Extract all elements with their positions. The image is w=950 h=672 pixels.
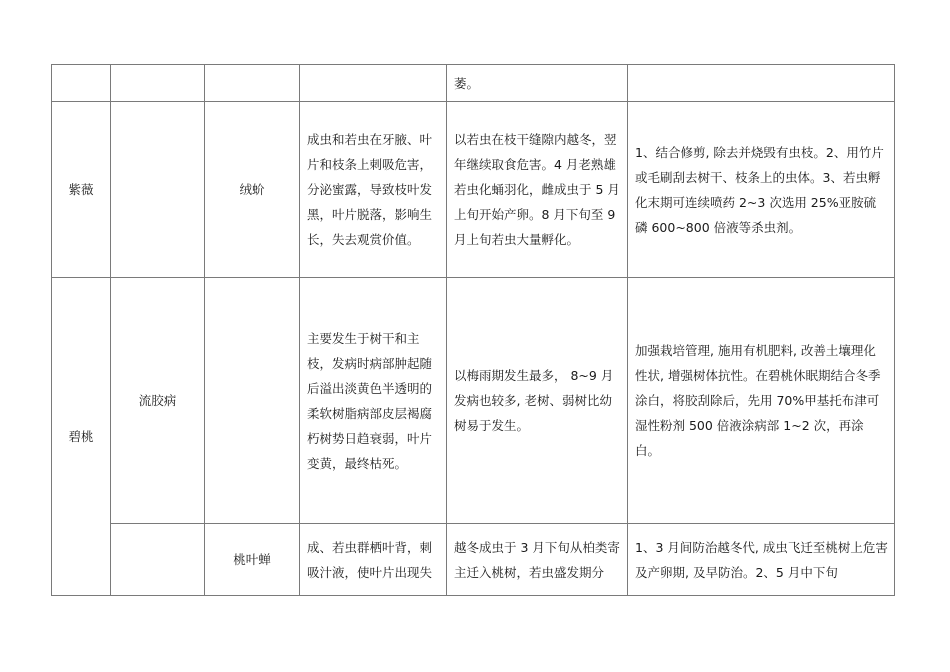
pattern-cell: 以梅雨期发生最多， 8~9 月发病也较多, 老树、弱树比幼树易于发生。 — [447, 278, 628, 524]
pattern-cell: 以若虫在枝干缝隙内越冬，翌年继续取食危害。4 月老熟雄若虫化蛹羽化，雌成虫于 5 月上旬开始产卵。8 月下旬至 9 月上旬若虫大量孵化。 — [447, 102, 628, 278]
symptom-cell: 成、若虫群栖叶背，刺吸汁液，使叶片出现失 — [300, 524, 447, 596]
pest-cell: 桃叶蝉 — [205, 524, 300, 596]
table-row — [52, 65, 895, 102]
plant-cell: 紫薇 — [52, 102, 111, 278]
pattern-cell: 越冬成虫于 3 月下旬从柏类寄主迁入桃树，若虫盛发期分 — [447, 524, 628, 596]
control-cell: 1、3 月间防治越冬代, 成虫飞迁至桃树上危害及产卵期, 及早防治。2、5 月中下旬 — [628, 524, 895, 596]
control-cell: 加强栽培管理, 施用有机肥料, 改善土壤理化性状, 增强树体抗性。在碧桃休眠期结合冬季涂白，将胶刮除后，先用 70%甲基托布津可湿性粉剂 500 倍液涂病部 1~2 次，再涂白。 — [628, 278, 895, 524]
symptom-cell — [300, 65, 447, 102]
symptom-cell: 主要发生于树干和主枝，发病时病部肿起随后溢出淡黄色半透明的柔软树脂病部皮层褐腐朽树势日趋衰弱，叶片变黄，最终枯死。 — [300, 278, 447, 524]
control-cell: 1、结合修剪, 除去并烧毁有虫枝。2、用竹片或毛刷刮去树干、枝条上的虫体。3、若虫孵化末期可连续喷药 2~3 次选用 25%亚胺硫磷 600~800 倍液等杀虫剂。 — [628, 102, 895, 278]
plant-cell — [52, 65, 111, 102]
disease-cell — [111, 102, 205, 278]
pest-control-table — [51, 64, 895, 596]
plant-cell: 碧桃 — [52, 278, 111, 596]
table-row — [52, 524, 895, 596]
pest-cell: 绒蚧 — [205, 102, 300, 278]
symptom-cell: 成虫和若虫在牙腋、叶片和枝条上刺吸危害，分泌蜜露，导致枝叶发黑，叶片脱落，影响生长，失去观赏价值。 — [300, 102, 447, 278]
disease-cell — [111, 524, 205, 596]
disease-cell — [111, 65, 205, 102]
pattern-cell: 萎。 — [447, 65, 628, 102]
disease-cell: 流胶病 — [111, 278, 205, 524]
pest-cell — [205, 278, 300, 524]
table-row — [52, 278, 895, 524]
control-cell — [628, 65, 895, 102]
pest-cell — [205, 65, 300, 102]
table-row — [52, 102, 895, 278]
